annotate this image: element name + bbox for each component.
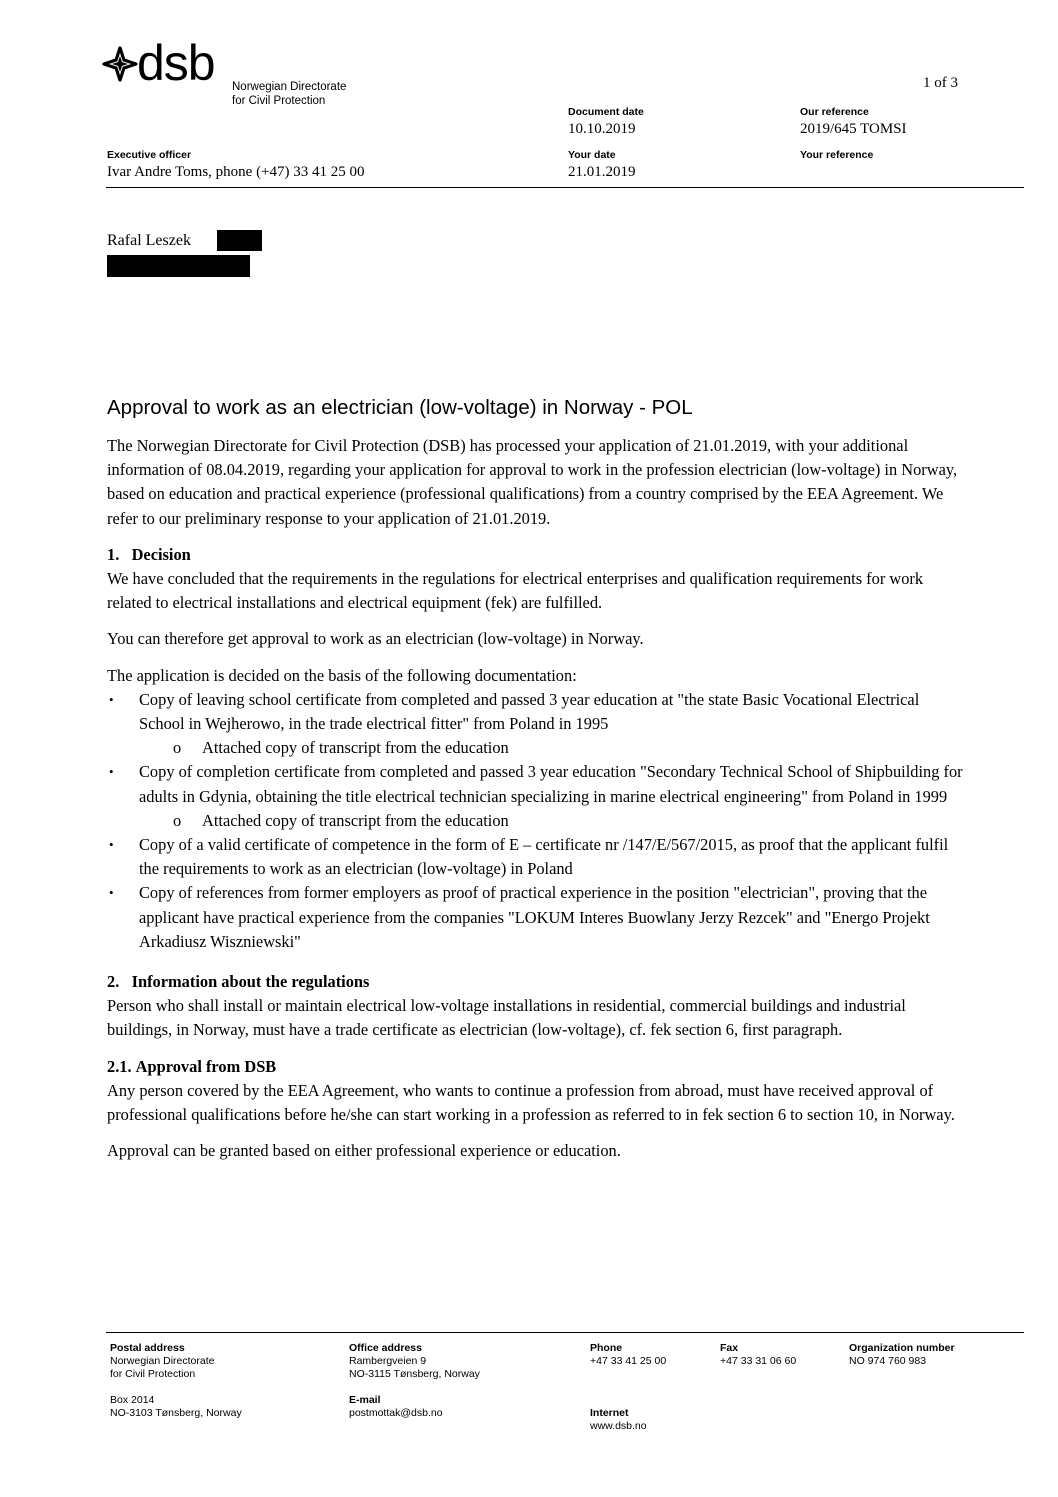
footer-fax: Fax +47 33 31 06 60: [720, 1342, 797, 1367]
regulations-paragraph: Person who shall install or maintain electrical low-voltage installations in residential, commercial buildings and industrial buildings, in Norway, must have a trade certificate as electrician (low-voltage), cf. fek section 6, first paragraph.: [107, 996, 906, 1040]
your-reference-label: Your reference: [800, 149, 874, 161]
intro-paragraph: The Norwegian Directorate for Civil Protection (DSB) has processed your application of 21.01.2019, with your additional information of 08.04.2019, regarding your application for approval to work in the profession electrician (low-voltage) in Norway, based on education and practical experience (professional qualifications) from a country comprised by the EEA Agreement. We refer to our preliminary response to your application of 21.01.2019.: [107, 436, 958, 528]
approval-basis-paragraph: Approval can be granted based on either professional experience or education.: [107, 1141, 621, 1161]
approval-dsb-paragraph: Any person covered by the EEA Agreement, who wants to continue a profession from abroad, must have received approval of professional qualifications before he/she can start working in a profession as referred to in fek section 6 to section 10, in Norway.: [107, 1080, 955, 1125]
bullet-icon: •: [109, 764, 114, 780]
header-divider: [106, 187, 1024, 188]
sub-bullet-icon: o: [173, 738, 182, 758]
document-date-label: Document date: [568, 106, 644, 118]
decision-paragraph: We have concluded that the requirements in the regulations for electrical enterprises and qualification requirements for work related to electrical installations and electrical equipment (fek) are fulfilled.: [107, 569, 924, 613]
letter-body: [107, 434, 967, 1175]
list-item: • Copy of a valid certificate of competence in the form of E – certificate nr /147/E/567/2015, as proof that the applicant fulfil the requirements to work as an electrician (low-voltage) in Poland: [109, 835, 949, 879]
section-heading-decision: 1. Decision: [107, 544, 191, 564]
footer-divider: [106, 1332, 1024, 1333]
bullet-icon: •: [109, 837, 114, 853]
list-item: • Copy of leaving school certificate from completed and passed 3 year education at "the state Basic Vocational Electrical School in Wejherowo, in the trade electrical fitter" from Poland in 1995: [109, 689, 920, 734]
recipient-name: Rafal Leszek: [107, 232, 191, 249]
list-item: • Copy of references from former employers as proof of practical experience in the position "electrician", proving that the applicant have practical experience from the companies "LOKUM Interes Buowlany Jerzy Rezcek" and "Energo Projekt Arkadiusz Wiszniewski": [109, 883, 930, 951]
logo-wordmark: dsb: [137, 35, 215, 91]
footer-office-address: Office address Rambergveien 9 NO-3115 Tønsberg, Norway E-mail postmottak@dsb.no: [349, 1342, 480, 1419]
dsb-logo-icon: [100, 44, 140, 84]
page-number: 1 of 3: [923, 75, 958, 91]
footer-postal-address: Postal address Norwegian Directorate for Civil Protection Box 2014 NO-3103 Tønsberg, Norway: [110, 1342, 242, 1419]
list-item: o Attached copy of transcript from the education: [107, 736, 967, 760]
your-date: 21.01.2019: [568, 164, 636, 180]
executive-officer: Ivar Andre Toms, phone (+47) 33 41 25 00: [107, 164, 365, 180]
footer-website: www.dsb.no: [590, 1420, 647, 1432]
bullet-icon: •: [109, 691, 114, 707]
approval-paragraph: You can therefore get approval to work as an electrician (low-voltage) in Norway.: [107, 629, 644, 649]
org-name: Norwegian Directorate for Civil Protection: [232, 81, 347, 107]
documentation-intro: The application is decided on the basis of the following documentation:: [107, 665, 577, 685]
footer-email: postmottak@dsb.no: [349, 1407, 443, 1419]
our-reference: 2019/645 TOMSI: [800, 121, 907, 137]
list-item: o Attached copy of transcript from the education: [107, 809, 967, 833]
executive-officer-label: Executive officer: [107, 149, 192, 161]
section-heading-approval-dsb: 2.1. Approval from DSB: [107, 1056, 277, 1076]
document-date: 10.10.2019: [568, 121, 636, 137]
documentation-list: [107, 688, 967, 954]
sub-bullet-icon: o: [173, 810, 182, 830]
your-date-label: Your date: [568, 149, 616, 161]
our-reference-label: Our reference: [800, 106, 869, 118]
redaction-block: [217, 230, 262, 251]
footer-phone: Phone +47 33 41 25 00 Internet www.dsb.no: [590, 1342, 667, 1432]
letter-title: Approval to work as an electrician (low-voltage) in Norway - POL: [107, 396, 693, 419]
bullet-icon: •: [109, 885, 114, 901]
footer-organization-number: Organization number NO 974 760 983: [849, 1342, 955, 1367]
list-item: • Copy of completion certificate from completed and passed 3 year education "Secondary Technical School of Shipbuilding for adults in Gdynia, obtaining the title electrical technician specializing in marine electrical engineering" from Poland in 1999: [109, 762, 963, 806]
section-heading-regulations: 2. Information about the regulations: [107, 972, 370, 992]
redaction-block: [107, 255, 250, 277]
